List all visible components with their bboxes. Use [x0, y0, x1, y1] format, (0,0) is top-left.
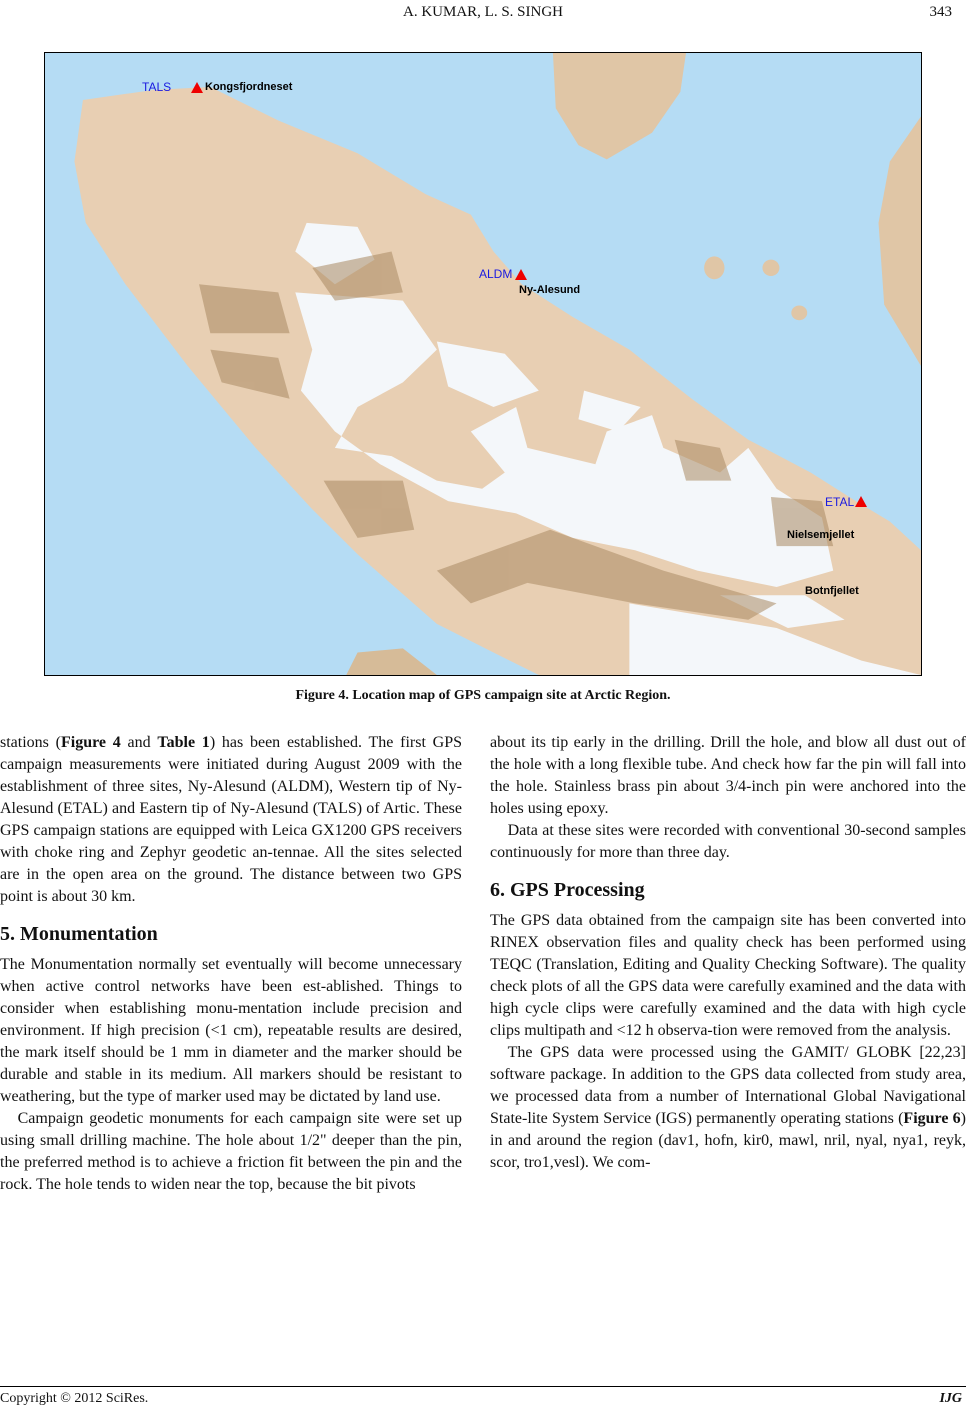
- text: and: [120, 734, 158, 751]
- site-code-tals: TALS: [142, 80, 172, 94]
- location-map: [44, 52, 922, 676]
- place-kongsfjordneset: Kongsfjordneset: [205, 81, 293, 93]
- place-botnfjellet: Botnfjellet: [805, 585, 859, 597]
- text: stations (: [0, 734, 61, 751]
- place-nielsemjellet: Nielsemjellet: [787, 529, 855, 541]
- gps-marker-icon: [191, 82, 203, 93]
- left-column: [0, 732, 462, 1196]
- text: ) has been established. The first GPS campaign measurements were initiated during August 2009 with the establishment of three sites, Ny-Alesund (ALDM), Western tip of Ny-Alesund (ETAL) and Eastern tip of Ny-Alesund (TALS) of Artic. These GPS campaign stations are equipped with Leica GX1200 GPS receivers with choke ring and Zephyr geodetic an-tennae. All the sites selected are in the open area on the ground. The distance between two GPS point is about 30 km.: [0, 734, 463, 905]
- table-ref[interactable]: Table 1: [157, 734, 210, 751]
- islet: [704, 256, 724, 279]
- gps-marker-icon: [515, 269, 527, 280]
- page-number: 343: [929, 4, 952, 20]
- journal-abbrev: IJG: [939, 1391, 962, 1406]
- right-column: [490, 732, 966, 1174]
- paragraph: Campaign geodetic monuments for each campaign site were set up using small drilling machine. The hole about 1/2" deeper than the pin, the preferred method is to achieve a friction fit between the pin and the rock. The hole tends to widen near the top, because the bit pivots: [0, 1110, 462, 1193]
- site-code-etal: ETAL: [825, 495, 855, 509]
- place-ny-alesund: Ny-Alesund: [519, 284, 581, 296]
- islet: [762, 260, 779, 276]
- page-footer: [0, 1390, 966, 1408]
- running-title: A. KUMAR, L. S. SINGH: [402, 4, 563, 20]
- copyright: Copyright © 2012 SciRes.: [0, 1391, 149, 1406]
- page-header: [0, 4, 966, 24]
- figure-ref[interactable]: Figure 6: [903, 1110, 961, 1127]
- paragraph: about its tip early in the drilling. Drill the hole, and blow all dust out of the hole with a long flexible tube. And check how far the pin will fall into the hole. Stainless brass pin about 3/4-inch pin were anchored into the holes using epoxy.: [490, 734, 966, 817]
- footer-divider: [0, 1386, 966, 1387]
- gps-marker-icon: [855, 496, 867, 507]
- text: ) in and around the region (dav1, hofn, kir0, mawl, nril, nyal, nya1, reyk, scor, tro1,vesl). We com-: [490, 1110, 966, 1171]
- paragraph: [0, 732, 462, 908]
- section-heading: 5. Monumentation: [0, 923, 158, 945]
- paragraph: The GPS data obtained from the campaign site has been converted into RINEX observation files and quality check has been performed using TEQC (Translation, Editing and Quality Checking Software). The quality check plots of all the GPS data were carefully examined and the data with high cycle clips were carefully examined and the data with high cycle clips multipath and <12 h observa-tion were removed from the analysis.: [490, 912, 966, 1039]
- site-code-aldm: ALDM: [479, 267, 513, 281]
- section-heading: 6. GPS Processing: [490, 879, 645, 901]
- figure-ref[interactable]: Figure 4: [60, 734, 121, 751]
- paragraph: The Monumentation normally set eventually will become unnecessary when active control networks have been est-ablished. Things to consider when establishing monu-mentation include precision and environment. If high precision (<1 cm), repeatable results are desired, the mark itself should be 1 mm in diameter and the marker should be durable and stable in its medium. All markers should be resistant to weathering, but the type of marker used may be dictated by land use.: [0, 956, 462, 1105]
- map-graphic: [45, 53, 921, 675]
- figure-caption: Figure 4. Location map of GPS campaign site at Arctic Region.: [295, 688, 671, 703]
- paragraph: Data at these sites were recorded with conventional 30-second samples continuously for more than three day.: [490, 822, 966, 861]
- paragraph: [490, 1042, 966, 1174]
- text: The GPS data were processed using the GAMIT/ GLOBK [22,23] software package. In addition to the GPS data collected from study area, we processed data from a number of International Global Navigational State-lite System Service (IGS) permanently operating stations (: [490, 1044, 966, 1127]
- islet: [791, 305, 807, 320]
